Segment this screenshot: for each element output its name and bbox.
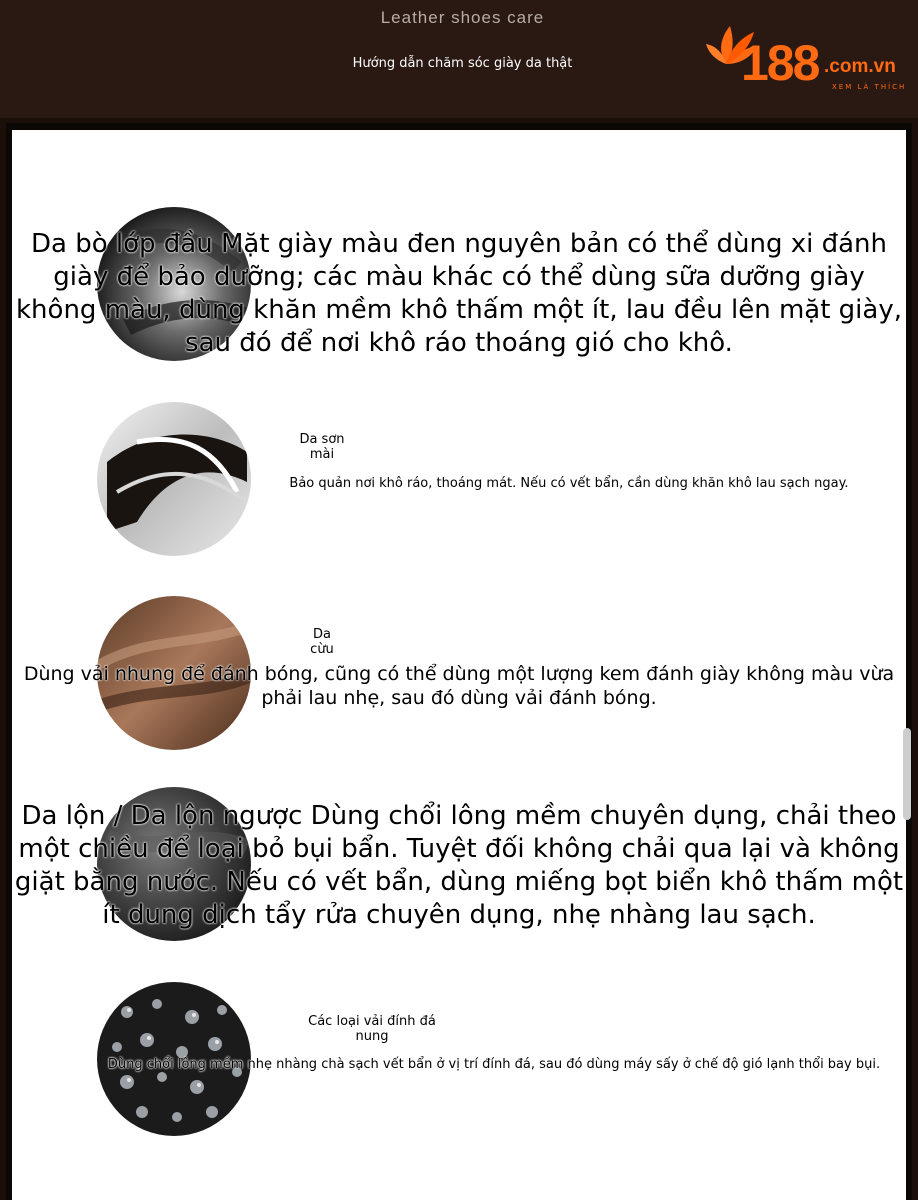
item-5-text: Dùng chổi lông mềm nhẹ nhàng chà sạch vết bẩn ở vị trí đính đá, sau đó dùng máy sấy ở chế độ gió lạnh thổi bay bụi. bbox=[107, 1057, 881, 1072]
page-header bbox=[0, 0, 918, 118]
item-1-text: Da bò lớp đầu Mặt giày màu đen nguyên bản có thể dùng xi đánh giày để bảo dưỡng; các màu khác có thể dùng sữa dưỡng giày không màu, dùng khăn mềm khô thấm một ít, lau đều lên mặt giày, sau đó để nơi khô ráo thoáng gió cho khô. bbox=[16, 229, 902, 358]
logo-tagline: XEM LÀ THÍCH bbox=[832, 83, 907, 91]
item-2-name: Da sơn mài bbox=[299, 432, 345, 462]
item-3-text: Dùng vải nhung để đánh bóng, cũng có thể dùng một lượng kem đánh giày không màu vừa phải lau nhẹ, sau đó dùng vải đánh bóng. bbox=[23, 663, 895, 709]
item-5-name: Các loại vải đính đá nung bbox=[308, 1014, 436, 1044]
item-2-text: Bảo quản nơi khô ráo, thoáng mát. Nếu có vết bẩn, cần dùng khăn khô lau sạch ngay. bbox=[289, 476, 849, 491]
item-3-name: Da cừu bbox=[310, 627, 334, 657]
logo-domain: .com.vn bbox=[824, 56, 896, 77]
scrollbar[interactable] bbox=[903, 728, 911, 820]
header-subtitle: Hướng dẫn chăm sóc giày da thật bbox=[352, 56, 573, 71]
header-title: Leather shoes care bbox=[380, 8, 545, 27]
item-4-text: Da lộn / Da lộn ngược Dùng chổi lông mềm chuyên dụng, chải theo một chiều để loại bỏ bụi bẩn. Tuyệt đối không chải qua lại và không giặt bằng nước. Nếu có vết bẩn, dùng miếng bọt biển khô thấm một ít dung dịch tẩy rửa chuyên dụng, nhẹ nhàng lau sạch. bbox=[14, 801, 904, 930]
logo-number: 188 bbox=[741, 35, 819, 91]
site-logo[interactable] bbox=[704, 16, 914, 100]
patent-leather-image bbox=[97, 402, 251, 556]
